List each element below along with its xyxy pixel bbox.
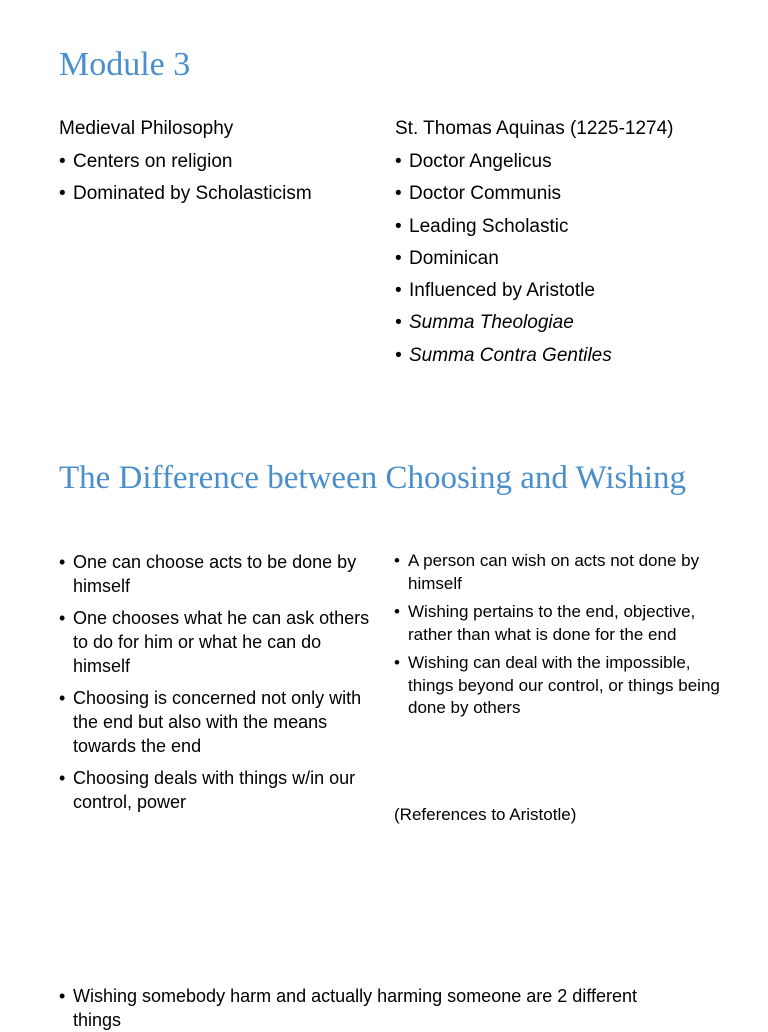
- list-item: • Choosing is concerned not only with the end but also with the means towards the end: [59, 686, 374, 758]
- harm-list: [59, 984, 659, 1032]
- list-item: • Summa Theologiae: [395, 311, 735, 335]
- aquinas-list: [395, 150, 735, 376]
- medieval-philosophy-list: [59, 150, 369, 215]
- list-item: • Dominican: [395, 247, 735, 271]
- list-item: • Wishing pertains to the end, objective, rather than what is done for the end: [394, 601, 734, 646]
- references-note: (References to Aristotle): [394, 805, 577, 824]
- list-item: • Leading Scholastic: [395, 215, 735, 239]
- list-item: • One chooses what he can ask others to do for him or what he can do himself: [59, 606, 374, 678]
- list-item: • A person can wish on acts not done by himself: [394, 550, 734, 595]
- slide-2-title: The Difference between Choosing and Wishing: [59, 460, 687, 496]
- list-item: • Summa Contra Gentiles: [395, 344, 735, 368]
- list-item: • Dominated by Scholasticism: [59, 182, 369, 206]
- list-item: • Doctor Communis: [395, 182, 735, 206]
- list-item: • Doctor Angelicus: [395, 150, 735, 174]
- choosing-list: [59, 550, 374, 822]
- aquinas-heading: St. Thomas Aquinas (1225-1274): [395, 118, 674, 139]
- list-item: • Centers on religion: [59, 150, 369, 174]
- medieval-philosophy-heading: Medieval Philosophy: [59, 118, 234, 139]
- list-item: • Choosing deals with things w/in our control, power: [59, 766, 374, 814]
- slide-1-title: Module 3: [59, 46, 191, 83]
- list-item: • One can choose acts to be done by himself: [59, 550, 374, 598]
- wishing-list: [394, 550, 734, 726]
- list-item: • Wishing somebody harm and actually harming someone are 2 different things: [59, 984, 659, 1032]
- list-item: • Influenced by Aristotle: [395, 279, 735, 303]
- list-item: • Wishing can deal with the impossible, things beyond our control, or things being done by others: [394, 652, 734, 720]
